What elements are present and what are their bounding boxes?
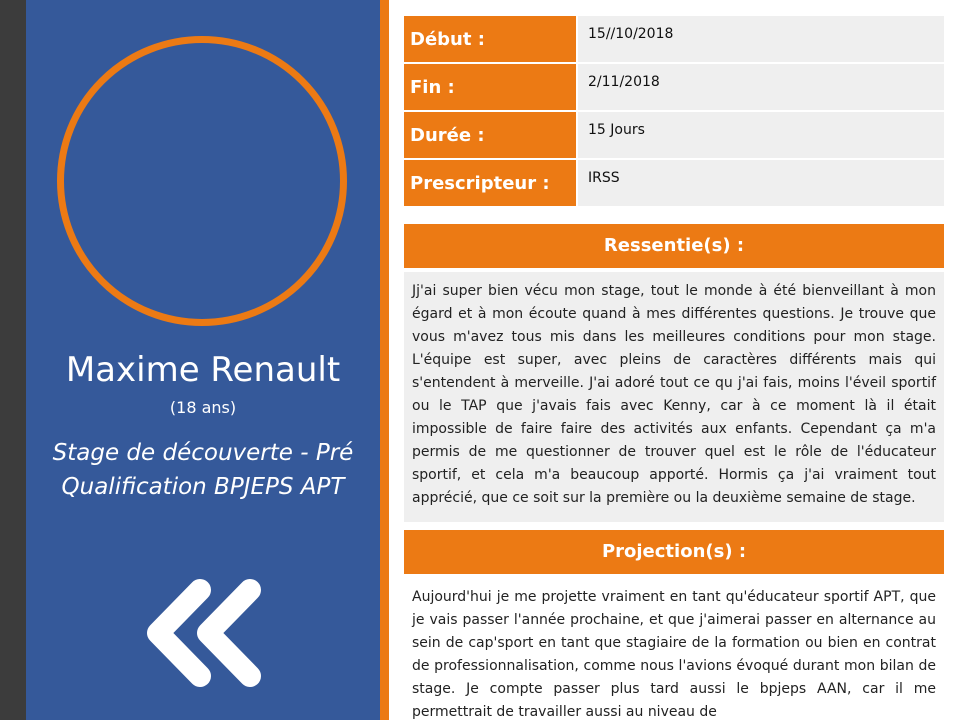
detail-row-end [404, 64, 944, 110]
detail-label: Début : [404, 16, 576, 62]
feelings-header: Ressentie(s) : [404, 224, 944, 268]
person-name: Maxime Renault [65, 350, 341, 390]
detail-label: Fin : [404, 64, 576, 110]
person-age: (18 ans) [169, 398, 237, 417]
detail-value: 15 Jours [578, 112, 944, 158]
projection-header: Projection(s) : [404, 530, 944, 574]
projection-text: Aujourd'hui je me projette vraiment en tant qu'éducateur sportif APT, que je vais passer l'année prochaine, et que j'aimerai passer en alternance au sein de cap'sport en tant que stagiaire de la formation ou bien en contrat de professionnalisation, comme nous l'avions évoqué durant mon bilan de stage. Je compte passer plus tard aussi le bpjeps AAN, car il me permettrait de travailler aussi au niveau de [404, 578, 944, 720]
detail-row-start [404, 16, 944, 62]
detail-row-prescriber [404, 160, 944, 206]
detail-value: IRSS [578, 160, 944, 206]
internship-details-table [404, 16, 944, 208]
detail-value: 15//10/2018 [578, 16, 944, 62]
left-edge-strip [0, 0, 26, 720]
avatar-placeholder [57, 36, 347, 326]
detail-label: Prescripteur : [404, 160, 576, 206]
internship-type: Stage de découverte - Pré Qualification BPJEPS APT [52, 440, 354, 500]
feelings-text: Jj'ai super bien vécu mon stage, tout le monde à été bienveillant à mon égard et à mon écoute quand à mes différentes questions. Je trouve que vous m'avez tous mis dans les meilleures conditions pour mon stage. L'équipe est super, avec pleins de caractères différents mais qui s'entendent à merveille. J'ai adoré tout ce qu j'ai fais, moins l'éveil sportif ou le TAP que j'avais fais avec Kenny, car à ce moment là il était impossible de faire faire des activités aux enfants. Cependant ça m'a permis de me questionner de trouver quel est le rôle de l'éducateur sportif, et cela m'a beaucoup apporté. Hormis ça j'ai vraiment tout apprécié, que ce soit sur la première ou la deuxième semaine de stage. [404, 272, 944, 522]
detail-value: 2/11/2018 [578, 64, 944, 110]
double-chevron-left-icon[interactable] [140, 578, 270, 688]
panel-divider [380, 0, 389, 720]
detail-row-duration [404, 112, 944, 158]
detail-label: Durée : [404, 112, 576, 158]
